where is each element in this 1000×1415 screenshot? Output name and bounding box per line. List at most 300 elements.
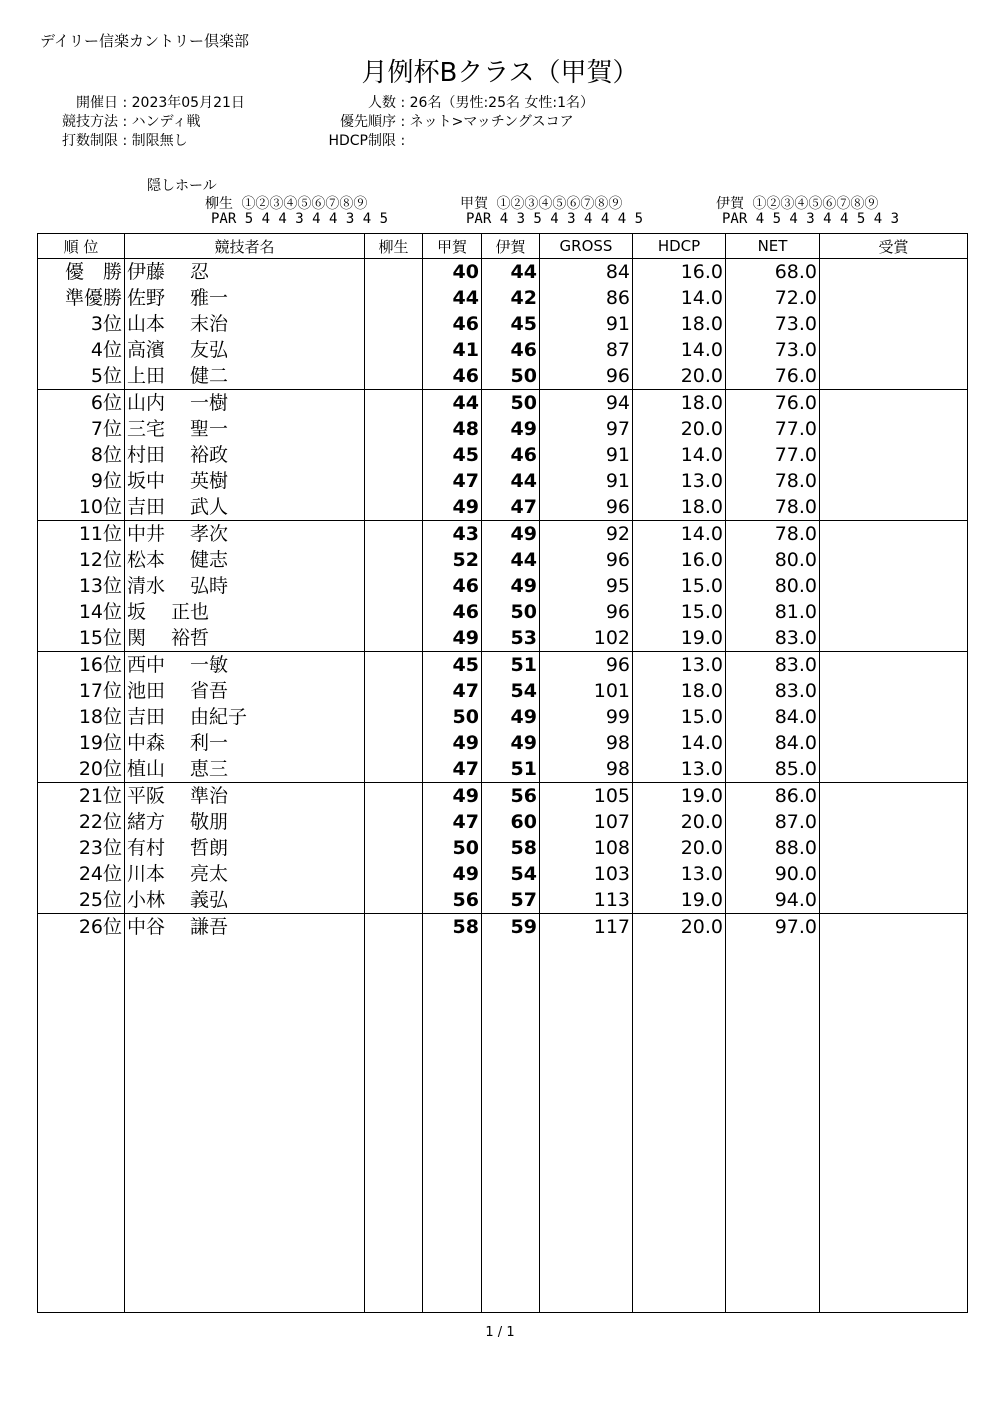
cell-koga: 52 <box>423 547 482 573</box>
cell-rank: 20位 <box>38 756 125 783</box>
course-koga-holes: ①②③④⑤⑥⑦⑧⑨ <box>496 196 623 212</box>
cell-hdcp: 20.0 <box>633 835 726 861</box>
col-koga: 甲賀 <box>423 234 482 259</box>
cell-name: 吉田 武人 <box>125 494 365 521</box>
cell-yagyu <box>365 809 423 835</box>
cell-hdcp: 14.0 <box>633 285 726 311</box>
cell-name: 伊藤 忍 <box>125 259 365 286</box>
cell-yagyu <box>365 652 423 679</box>
cell-hdcp: 16.0 <box>633 259 726 286</box>
table-row <box>38 390 968 417</box>
cell-name: 吉田 由紀子 <box>125 704 365 730</box>
cell-iga: 54 <box>482 861 540 887</box>
course-yagyu-par: PAR 5 4 4 3 4 4 3 4 5 <box>211 211 389 227</box>
cell-gross: 96 <box>540 494 633 521</box>
cell-net: 72.0 <box>726 285 820 311</box>
cell-koga: 56 <box>423 887 482 914</box>
cell-rank: 優 勝 <box>38 259 125 286</box>
cell-yagyu <box>365 783 423 810</box>
cell-koga: 46 <box>423 363 482 390</box>
cell-yagyu <box>365 468 423 494</box>
table-row <box>38 259 968 286</box>
course-yagyu-name: 柳生 <box>205 196 233 212</box>
cell-award <box>820 730 968 756</box>
cell-iga: 51 <box>482 652 540 679</box>
cell-award <box>820 311 968 337</box>
cell-koga: 49 <box>423 730 482 756</box>
cell-net: 78.0 <box>726 494 820 521</box>
cell-rank: 16位 <box>38 652 125 679</box>
table-row <box>38 861 968 887</box>
cell-hdcp: 18.0 <box>633 678 726 704</box>
cell-rank: 21位 <box>38 783 125 810</box>
cell-award <box>820 678 968 704</box>
empty-cell <box>820 940 968 1313</box>
cell-award <box>820 625 968 652</box>
cell-gross: 113 <box>540 887 633 914</box>
cell-award <box>820 599 968 625</box>
cell-name: 中井 孝次 <box>125 521 365 548</box>
cell-iga: 49 <box>482 704 540 730</box>
empty-cell <box>38 940 125 1313</box>
col-yagyu: 柳生 <box>365 234 423 259</box>
cell-name: 川本 亮太 <box>125 861 365 887</box>
table-row <box>38 704 968 730</box>
cell-net: 90.0 <box>726 861 820 887</box>
cell-net: 73.0 <box>726 337 820 363</box>
empty-cell <box>423 940 482 1313</box>
cell-iga: 54 <box>482 678 540 704</box>
cell-iga: 51 <box>482 756 540 783</box>
empty-cell <box>633 940 726 1313</box>
cell-iga: 44 <box>482 259 540 286</box>
cell-award <box>820 259 968 286</box>
cell-net: 78.0 <box>726 468 820 494</box>
cell-hdcp: 15.0 <box>633 704 726 730</box>
cell-yagyu <box>365 835 423 861</box>
cell-gross: 95 <box>540 573 633 599</box>
cell-gross: 98 <box>540 730 633 756</box>
cell-rank: 7位 <box>38 416 125 442</box>
table-row <box>38 285 968 311</box>
cell-rank: 22位 <box>38 809 125 835</box>
cell-hdcp: 19.0 <box>633 783 726 810</box>
cell-rank: 4位 <box>38 337 125 363</box>
cell-yagyu <box>365 573 423 599</box>
cell-koga: 49 <box>423 625 482 652</box>
cell-hdcp: 15.0 <box>633 573 726 599</box>
info-limit: 打数制限 : 制限無し <box>52 130 188 150</box>
cell-rank: 23位 <box>38 835 125 861</box>
col-name: 競技者名 <box>125 234 365 259</box>
cell-name: 中森 利一 <box>125 730 365 756</box>
cell-koga: 47 <box>423 678 482 704</box>
info-date: 開催日 : 2023年05月21日 <box>52 92 245 112</box>
cell-yagyu <box>365 678 423 704</box>
empty-cell <box>365 940 423 1313</box>
cell-koga: 49 <box>423 783 482 810</box>
cell-iga: 44 <box>482 547 540 573</box>
cell-gross: 107 <box>540 809 633 835</box>
table-row <box>38 809 968 835</box>
cell-award <box>820 783 968 810</box>
cell-koga: 46 <box>423 573 482 599</box>
cell-gross: 103 <box>540 861 633 887</box>
cell-hdcp: 20.0 <box>633 416 726 442</box>
empty-cell <box>726 940 820 1313</box>
hdcp-label: HDCP制限 <box>328 133 396 149</box>
col-iga: 伊賀 <box>482 234 540 259</box>
cell-rank: 11位 <box>38 521 125 548</box>
cell-name: 高濱 友弘 <box>125 337 365 363</box>
cell-gross: 99 <box>540 704 633 730</box>
cell-rank: 24位 <box>38 861 125 887</box>
course-koga-par: PAR 4 3 5 4 3 4 4 4 5 <box>466 211 644 227</box>
cell-iga: 50 <box>482 599 540 625</box>
cell-net: 94.0 <box>726 887 820 914</box>
cell-koga: 47 <box>423 756 482 783</box>
cell-iga: 56 <box>482 783 540 810</box>
cell-rank: 準優勝 <box>38 285 125 311</box>
cell-hdcp: 18.0 <box>633 390 726 417</box>
cell-yagyu <box>365 285 423 311</box>
cell-rank: 17位 <box>38 678 125 704</box>
table-row <box>38 573 968 599</box>
cell-hdcp: 14.0 <box>633 442 726 468</box>
cell-hdcp: 13.0 <box>633 468 726 494</box>
cell-name: 小林 義弘 <box>125 887 365 914</box>
cell-gross: 96 <box>540 363 633 390</box>
cell-award <box>820 573 968 599</box>
cell-yagyu <box>365 390 423 417</box>
cell-hdcp: 20.0 <box>633 809 726 835</box>
limit-label: 打数制限 <box>62 133 118 149</box>
date-label: 開催日 <box>76 95 118 111</box>
cell-iga: 49 <box>482 573 540 599</box>
cell-name: 三宅 聖一 <box>125 416 365 442</box>
cell-iga: 50 <box>482 363 540 390</box>
cell-rank: 15位 <box>38 625 125 652</box>
cell-rank: 6位 <box>38 390 125 417</box>
cell-net: 76.0 <box>726 390 820 417</box>
cell-koga: 45 <box>423 442 482 468</box>
table-row <box>38 521 968 548</box>
cell-iga: 49 <box>482 521 540 548</box>
cell-koga: 49 <box>423 494 482 521</box>
cell-iga: 49 <box>482 416 540 442</box>
cell-hdcp: 16.0 <box>633 547 726 573</box>
cell-net: 78.0 <box>726 521 820 548</box>
cell-yagyu <box>365 337 423 363</box>
cell-gross: 84 <box>540 259 633 286</box>
cell-gross: 86 <box>540 285 633 311</box>
cell-yagyu <box>365 914 423 941</box>
cell-rank: 3位 <box>38 311 125 337</box>
cell-rank: 14位 <box>38 599 125 625</box>
cell-name: 有村 哲朗 <box>125 835 365 861</box>
cell-award <box>820 521 968 548</box>
priority-label: 優先順序 <box>340 114 396 130</box>
count-label: 人数 <box>368 95 396 111</box>
cell-koga: 47 <box>423 468 482 494</box>
cell-rank: 12位 <box>38 547 125 573</box>
priority-value: ネット>マッチングスコア <box>409 114 574 130</box>
cell-koga: 48 <box>423 416 482 442</box>
cell-rank: 26位 <box>38 914 125 941</box>
cell-net: 97.0 <box>726 914 820 941</box>
col-hdcp: HDCP <box>633 234 726 259</box>
cell-yagyu <box>365 259 423 286</box>
limit-value: 制限無し <box>131 133 188 149</box>
cell-award <box>820 809 968 835</box>
cell-rank: 5位 <box>38 363 125 390</box>
cell-net: 86.0 <box>726 783 820 810</box>
cell-gross: 97 <box>540 416 633 442</box>
cell-iga: 45 <box>482 311 540 337</box>
cell-name: 緒方 敬朋 <box>125 809 365 835</box>
cell-koga: 45 <box>423 652 482 679</box>
cell-name: 関 裕哲 <box>125 625 365 652</box>
cell-award <box>820 914 968 941</box>
cell-rank: 13位 <box>38 573 125 599</box>
cell-name: 坂 正也 <box>125 599 365 625</box>
cell-net: 80.0 <box>726 573 820 599</box>
cell-net: 84.0 <box>726 730 820 756</box>
course-yagyu-holes: ①②③④⑤⑥⑦⑧⑨ <box>241 196 368 212</box>
cell-iga: 58 <box>482 835 540 861</box>
table-row <box>38 363 968 390</box>
cell-yagyu <box>365 704 423 730</box>
method-value: ハンディ戦 <box>131 114 201 130</box>
table-row <box>38 756 968 783</box>
table-row <box>38 599 968 625</box>
cell-yagyu <box>365 625 423 652</box>
table-row <box>38 835 968 861</box>
empty-cell <box>125 940 365 1313</box>
cell-award <box>820 887 968 914</box>
cell-rank: 25位 <box>38 887 125 914</box>
cell-award <box>820 416 968 442</box>
cell-koga: 50 <box>423 835 482 861</box>
cell-net: 73.0 <box>726 311 820 337</box>
cell-koga: 44 <box>423 390 482 417</box>
table-row <box>38 887 968 914</box>
cell-net: 87.0 <box>726 809 820 835</box>
cell-gross: 108 <box>540 835 633 861</box>
course-koga-marks <box>460 193 622 213</box>
cell-yagyu <box>365 521 423 548</box>
cell-hdcp: 18.0 <box>633 494 726 521</box>
cell-yagyu <box>365 547 423 573</box>
cell-hdcp: 14.0 <box>633 337 726 363</box>
cell-hdcp: 13.0 <box>633 652 726 679</box>
club-name: デイリー信楽カントリー倶楽部 <box>40 32 249 50</box>
cell-hdcp: 20.0 <box>633 363 726 390</box>
cell-iga: 46 <box>482 337 540 363</box>
cell-name: 清水 弘時 <box>125 573 365 599</box>
cell-rank: 8位 <box>38 442 125 468</box>
cell-koga: 58 <box>423 914 482 941</box>
course-koga-name: 甲賀 <box>460 196 488 212</box>
cell-name: 坂中 英樹 <box>125 468 365 494</box>
cell-award <box>820 390 968 417</box>
cell-name: 佐野 雅一 <box>125 285 365 311</box>
cell-gross: 94 <box>540 390 633 417</box>
cell-iga: 47 <box>482 494 540 521</box>
cell-gross: 98 <box>540 756 633 783</box>
cell-koga: 41 <box>423 337 482 363</box>
cell-yagyu <box>365 861 423 887</box>
cell-award <box>820 363 968 390</box>
cell-name: 松本 健志 <box>125 547 365 573</box>
cell-net: 68.0 <box>726 259 820 286</box>
cell-gross: 101 <box>540 678 633 704</box>
cell-net: 85.0 <box>726 756 820 783</box>
cell-name: 池田 省吾 <box>125 678 365 704</box>
info-hdcp: HDCP制限 : <box>316 130 405 150</box>
cell-rank: 18位 <box>38 704 125 730</box>
cell-name: 山本 末治 <box>125 311 365 337</box>
cell-name: 上田 健二 <box>125 363 365 390</box>
table-row <box>38 547 968 573</box>
cell-name: 村田 裕政 <box>125 442 365 468</box>
cell-award <box>820 468 968 494</box>
cell-yagyu <box>365 363 423 390</box>
cell-koga: 46 <box>423 311 482 337</box>
table-row <box>38 442 968 468</box>
date-value: 2023年05月21日 <box>131 95 245 111</box>
cell-net: 77.0 <box>726 442 820 468</box>
cell-award <box>820 547 968 573</box>
cell-iga: 42 <box>482 285 540 311</box>
cell-rank: 9位 <box>38 468 125 494</box>
cell-hdcp: 19.0 <box>633 625 726 652</box>
cell-award <box>820 861 968 887</box>
table-row <box>38 337 968 363</box>
table-row <box>38 678 968 704</box>
course-iga-marks <box>716 193 878 213</box>
info-priority: 優先順序 : ネット>マッチングスコア <box>316 111 574 131</box>
cell-gross: 105 <box>540 783 633 810</box>
cell-hdcp: 19.0 <box>633 887 726 914</box>
cell-award <box>820 494 968 521</box>
cell-hdcp: 14.0 <box>633 521 726 548</box>
cell-net: 77.0 <box>726 416 820 442</box>
table-row <box>38 416 968 442</box>
table-row <box>38 468 968 494</box>
cell-iga: 57 <box>482 887 540 914</box>
page-title: 月例杯Bクラス（甲賀） <box>361 58 639 88</box>
empty-cell <box>540 940 633 1313</box>
cell-koga: 43 <box>423 521 482 548</box>
cell-iga: 49 <box>482 730 540 756</box>
course-yagyu-marks <box>205 193 367 213</box>
cell-award <box>820 835 968 861</box>
cell-net: 81.0 <box>726 599 820 625</box>
cell-iga: 60 <box>482 809 540 835</box>
cell-gross: 96 <box>540 599 633 625</box>
cell-hdcp: 13.0 <box>633 756 726 783</box>
cell-rank: 10位 <box>38 494 125 521</box>
cell-hdcp: 14.0 <box>633 730 726 756</box>
cell-hdcp: 18.0 <box>633 311 726 337</box>
cell-koga: 46 <box>423 599 482 625</box>
cell-gross: 92 <box>540 521 633 548</box>
cell-hdcp: 15.0 <box>633 599 726 625</box>
cell-name: 西中 一敏 <box>125 652 365 679</box>
cell-koga: 47 <box>423 809 482 835</box>
table-row <box>38 494 968 521</box>
cell-koga: 49 <box>423 861 482 887</box>
course-iga-par: PAR 4 5 4 3 4 4 5 4 3 <box>722 211 900 227</box>
cell-yagyu <box>365 416 423 442</box>
table-row <box>38 730 968 756</box>
info-count: 人数 : 26名（男性:25名 女性:1名） <box>316 92 594 112</box>
method-label: 競技方法 <box>62 114 118 130</box>
cell-net: 83.0 <box>726 652 820 679</box>
table-row <box>38 625 968 652</box>
cell-gross: 117 <box>540 914 633 941</box>
results-table <box>37 233 968 1313</box>
cell-iga: 46 <box>482 442 540 468</box>
cell-gross: 96 <box>540 652 633 679</box>
col-net: NET <box>726 234 820 259</box>
cell-gross: 96 <box>540 547 633 573</box>
cell-yagyu <box>365 887 423 914</box>
cell-yagyu <box>365 442 423 468</box>
info-method: 競技方法 : ハンディ戦 <box>52 111 201 131</box>
page-number: 1 / 1 <box>485 1325 515 1340</box>
cell-gross: 91 <box>540 311 633 337</box>
table-row <box>38 311 968 337</box>
cell-net: 80.0 <box>726 547 820 573</box>
table-row <box>38 914 968 941</box>
cell-award <box>820 442 968 468</box>
col-award: 受賞 <box>820 234 968 259</box>
cell-yagyu <box>365 311 423 337</box>
cell-hdcp: 13.0 <box>633 861 726 887</box>
cell-name: 植山 恵三 <box>125 756 365 783</box>
course-iga-holes: ①②③④⑤⑥⑦⑧⑨ <box>752 196 879 212</box>
cell-koga: 40 <box>423 259 482 286</box>
cell-iga: 53 <box>482 625 540 652</box>
cell-name: 中谷 謙吾 <box>125 914 365 941</box>
cell-koga: 44 <box>423 285 482 311</box>
cell-gross: 91 <box>540 468 633 494</box>
cell-net: 84.0 <box>726 704 820 730</box>
cell-hdcp: 20.0 <box>633 914 726 941</box>
col-gross: GROSS <box>540 234 633 259</box>
cell-net: 83.0 <box>726 678 820 704</box>
cell-yagyu <box>365 599 423 625</box>
cell-award <box>820 652 968 679</box>
cell-award <box>820 337 968 363</box>
cell-net: 88.0 <box>726 835 820 861</box>
cell-iga: 50 <box>482 390 540 417</box>
table-header <box>38 234 968 259</box>
cell-award <box>820 704 968 730</box>
cell-yagyu <box>365 756 423 783</box>
cell-award <box>820 756 968 783</box>
col-rank: 順 位 <box>38 234 125 259</box>
table-row <box>38 652 968 679</box>
cell-koga: 50 <box>423 704 482 730</box>
cell-iga: 44 <box>482 468 540 494</box>
count-value: 26名（男性:25名 女性:1名） <box>409 95 595 111</box>
cell-rank: 19位 <box>38 730 125 756</box>
cell-gross: 87 <box>540 337 633 363</box>
table-row <box>38 783 968 810</box>
